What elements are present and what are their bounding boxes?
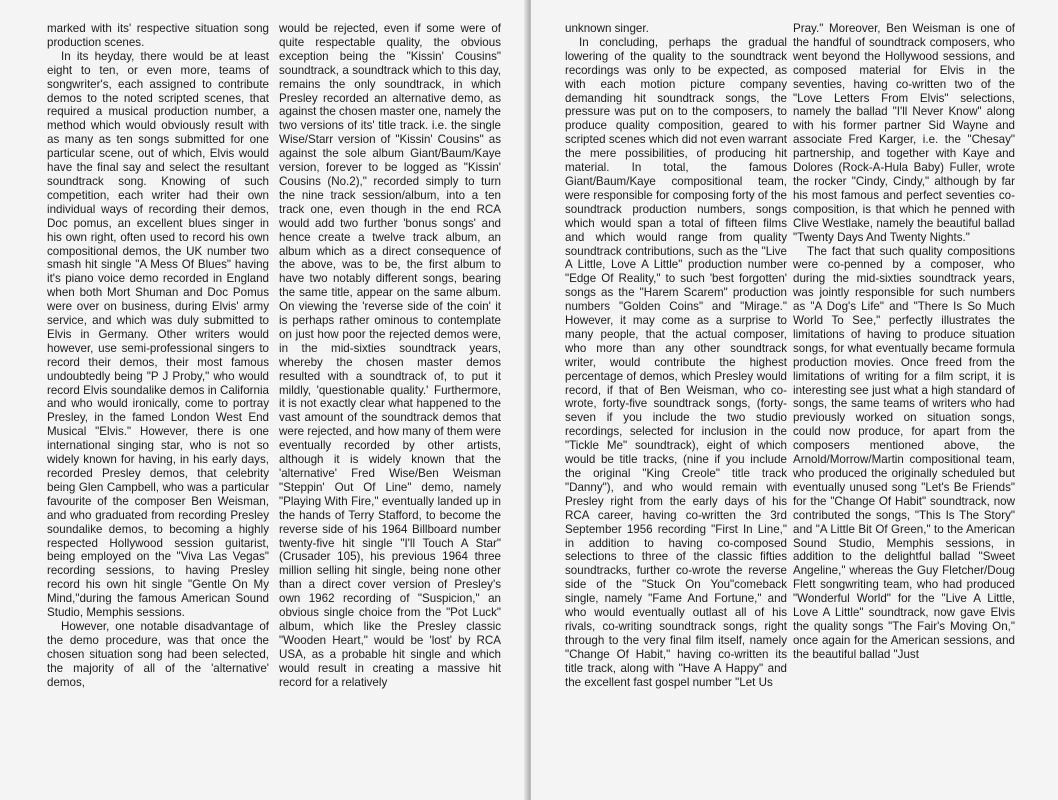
right-page-column-2 [793, 22, 1015, 662]
paragraph: would be rejected, even if some were of quite respectable quality, the obvious exception being the "Kissin' Cousins" soundtrack, a soundtrack which to this day, remains the only soundtrack, in which Presley recorded an alternative demo, as against the chosen master one, namely the two versions of its' title track. i.e. the single Wise/Starr version of "Kissin' Cousins" as against the sole album Giant/Baum/Kaye version, forever to be logged as "Kissin' Cousins (No.2)," recorded simply to turn the nine track session/album, into a ten track one, even though in the end RCA would add two further 'bonus songs' and hence create a twelve track album, an album which as a direct consequence of the above, was to be, the first album to have two notably different songs, bearing the same title, appear on the same album. On viewing the 'reverse side of the coin' it is perhaps rather ominous to contemplate on just how poor the rejected demos were, in the mid-sixties soundtrack years, whereby the chosen master demos resulted with a soundtrack of, to put it mildly, 'questionable quality.' Furthermore, it is not exactly clear what happened to the vast amount of the soundtrack demos that were rejected, and how many of them were eventually recorded by other artists, although it is widely known that the 'alternative' Fred Wise/Ben Weisman "Steppin' Out Of Line" demo, namely "Playing With Fire," eventually landed up in the hands of Terry Stafford, to become the reverse side of his 1964 Billboard number twenty-five hit single "I'll Touch A Star" (Crusader 105), his previous 1964 three million selling hit single, being none other than a direct cover version of Presley's own 1962 recording of "Suspicion," an obvious single choice from the "Pot Luck" album, which like the Presley classic "Wooden Heart," would be 'lost' by RCA USA, as a probable hit single and which would result in creating a massive hit record for a relatively [279, 22, 501, 689]
right-page-column-1 [565, 22, 787, 690]
right-page [531, 0, 1058, 800]
paragraph: The fact that such quality compositions were co-penned by a composer, who during the mid-sixties soundtrack years, was jointly responsible for such numbers as "A Dog's Life" and "There Is So Much World To See," perfectly illustrates the limitations of having to produce situation songs, for what eventually became formula production movies. Once freed from the limitations of writing for a film script, it is interesting see just what a high standard of songs, the same teams of writers who had previously worked on situation songs, could now produce, for apart from the composers mentioned above, the Arnold/Morrow/Martin compositional team, who produced the originally scheduled but eventually unused song "Let's Be Friends" for the "Change Of Habit" soundtrack, now contributed the songs, "This Is The Story" and "A Little Bit Of Green," to the American Sound Studio, Memphis sessions, in addition to the delightful ballad "Sweet Angeline," whereas the Guy Fletcher/Doug Flett songwriting team, who had produced "Wonderful World" for the "Live A Little, Love A Little" soundtrack, now gave Elvis the quality songs "The Fair's Moving On," once again for the American sessions, and the beautiful ballad "Just [793, 244, 1015, 661]
paragraph: unknown singer. [565, 22, 649, 35]
paragraph: In its heyday, there would be at least eight to ten, or even more, teams of songwriter's, each assigned to contribute demos to the noted scripted scenes, that required a musical production number, a method which would obviously result with as many as ten songs submitted for one particular scene, out of which, Elvis would have the final say and select the resultant soundtrack song. Knowing of such competition, each writer had their own individual ways of recording their demos, Doc pomus, an excellent blues singer in his own right, often used to record his own compositional demos, the UK number two smash hit single "A Mess Of Blues" having it's piano voice demo recorded in England when both Mort Shuman and Doc Pomus were over on business, during Elvis' army service, and which was duly submitted to Elvis in Germany. Other writers would however, use semi-professional singers to record their demos, their most famous undoubtedly being "P J Proby," who would record Elvis soundalike demos in California and who would ironically, come to portray Presley, in the famed London West End Musical "Elvis." However, there is one international singing star, who is not so widely known for having, in his early days, recorded Presley demos, that celebrity being Glen Campbell, who was a particular favourite of the composer Ben Weisman, and who graduated from recording Presley soundalike demos, to becoming a highly respected Hollywood session guitarist, being employed on the "Viva Las Vegas" recording sessions, to having Presley record his own hit single "Gentle On My Mind,"during the famous American Sound Studio, Memphis sessions. [47, 49, 269, 620]
left-page-column-2 [279, 22, 501, 690]
paragraph: In concluding, perhaps the gradual lowering of the quality to the soundtrack recordings was only to be expected, as with each motion picture company demanding hit soundtrack songs, the pressure was put on to the composers, to produce quality composition, geared to scripted scenes which did not even warrant the mere possibilities, of producing hit material. In total, the famous Giant/Baum/Kaye compositional team, were responsible for composing forty of the soundtrack production numbers, songs which would span a total of fifteen films and which would range from quality soundtrack contributions, such as the "Live A Little, Love A Little" production number "Edge Of Reality," to such 'best forgotten' songs as the "Harem Scarem" production numbers "Golden Coins" and "Mirage." However, it may come as a surprise to many people, that the actual composer, who more than any other soundtrack writer, would contribute the highest percentage of demos, which Presley would record, if that of Ben Weisman, who co-wrote, forty-five soundtrack songs, (forty-seven if you include the two studio recordings, selected for inclusion in the "Tickle Me" soundtrack), eight of which would be title tracks, (nine if you include the original "King Creole" title track "Danny"), and who would remain with Presley right from the early days of his RCA career, having co-written the 3rd September 1956 recording "First In Line," in addition to having co-composed selections to three of the classic fifties soundtracks, further co-wrote the reverse side of the "Stuck On You"comeback single, namely "Fame And Fortune," and who would eventually outlast all of his rivals, co-writing soundtrack songs, right through to the very final film itself, namely "Change Of Habit," having co-written its title track, along with "Have A Happy" and the excellent fast gospel number "Let Us [565, 35, 787, 689]
paragraph: Pray." Moreover, Ben Weisman is one of the handful of soundtrack composers, who went beyond the Hollywood sessions, and composed material for Elvis in the seventies, having co-written two of the "Love Letters From Elvis" selections, namely the ballad "I'll Never Know" along with his former partner Sid Wayne and associate Fred Karger, i.e. the "Chesay" partnership, and together with Kaye and Dolores (Rock-A-Hula Baby) Fuller, wrote the rocker "Cindy, Cindy," although by far his most famous and perfect seventies co-composition, is that which he penned with Clive Westlake, namely the beautiful ballad "Twenty Days And Twenty Nights." [793, 22, 1015, 244]
left-page-column-1 [47, 22, 269, 690]
paragraph: However, one notable disadvantage of the demo procedure, was that once the chosen situation song had been selected, the majority of all of the 'alternative' demos, [47, 619, 269, 689]
paragraph: marked with its' respective situation song production scenes. [47, 22, 269, 49]
left-page [0, 0, 527, 800]
